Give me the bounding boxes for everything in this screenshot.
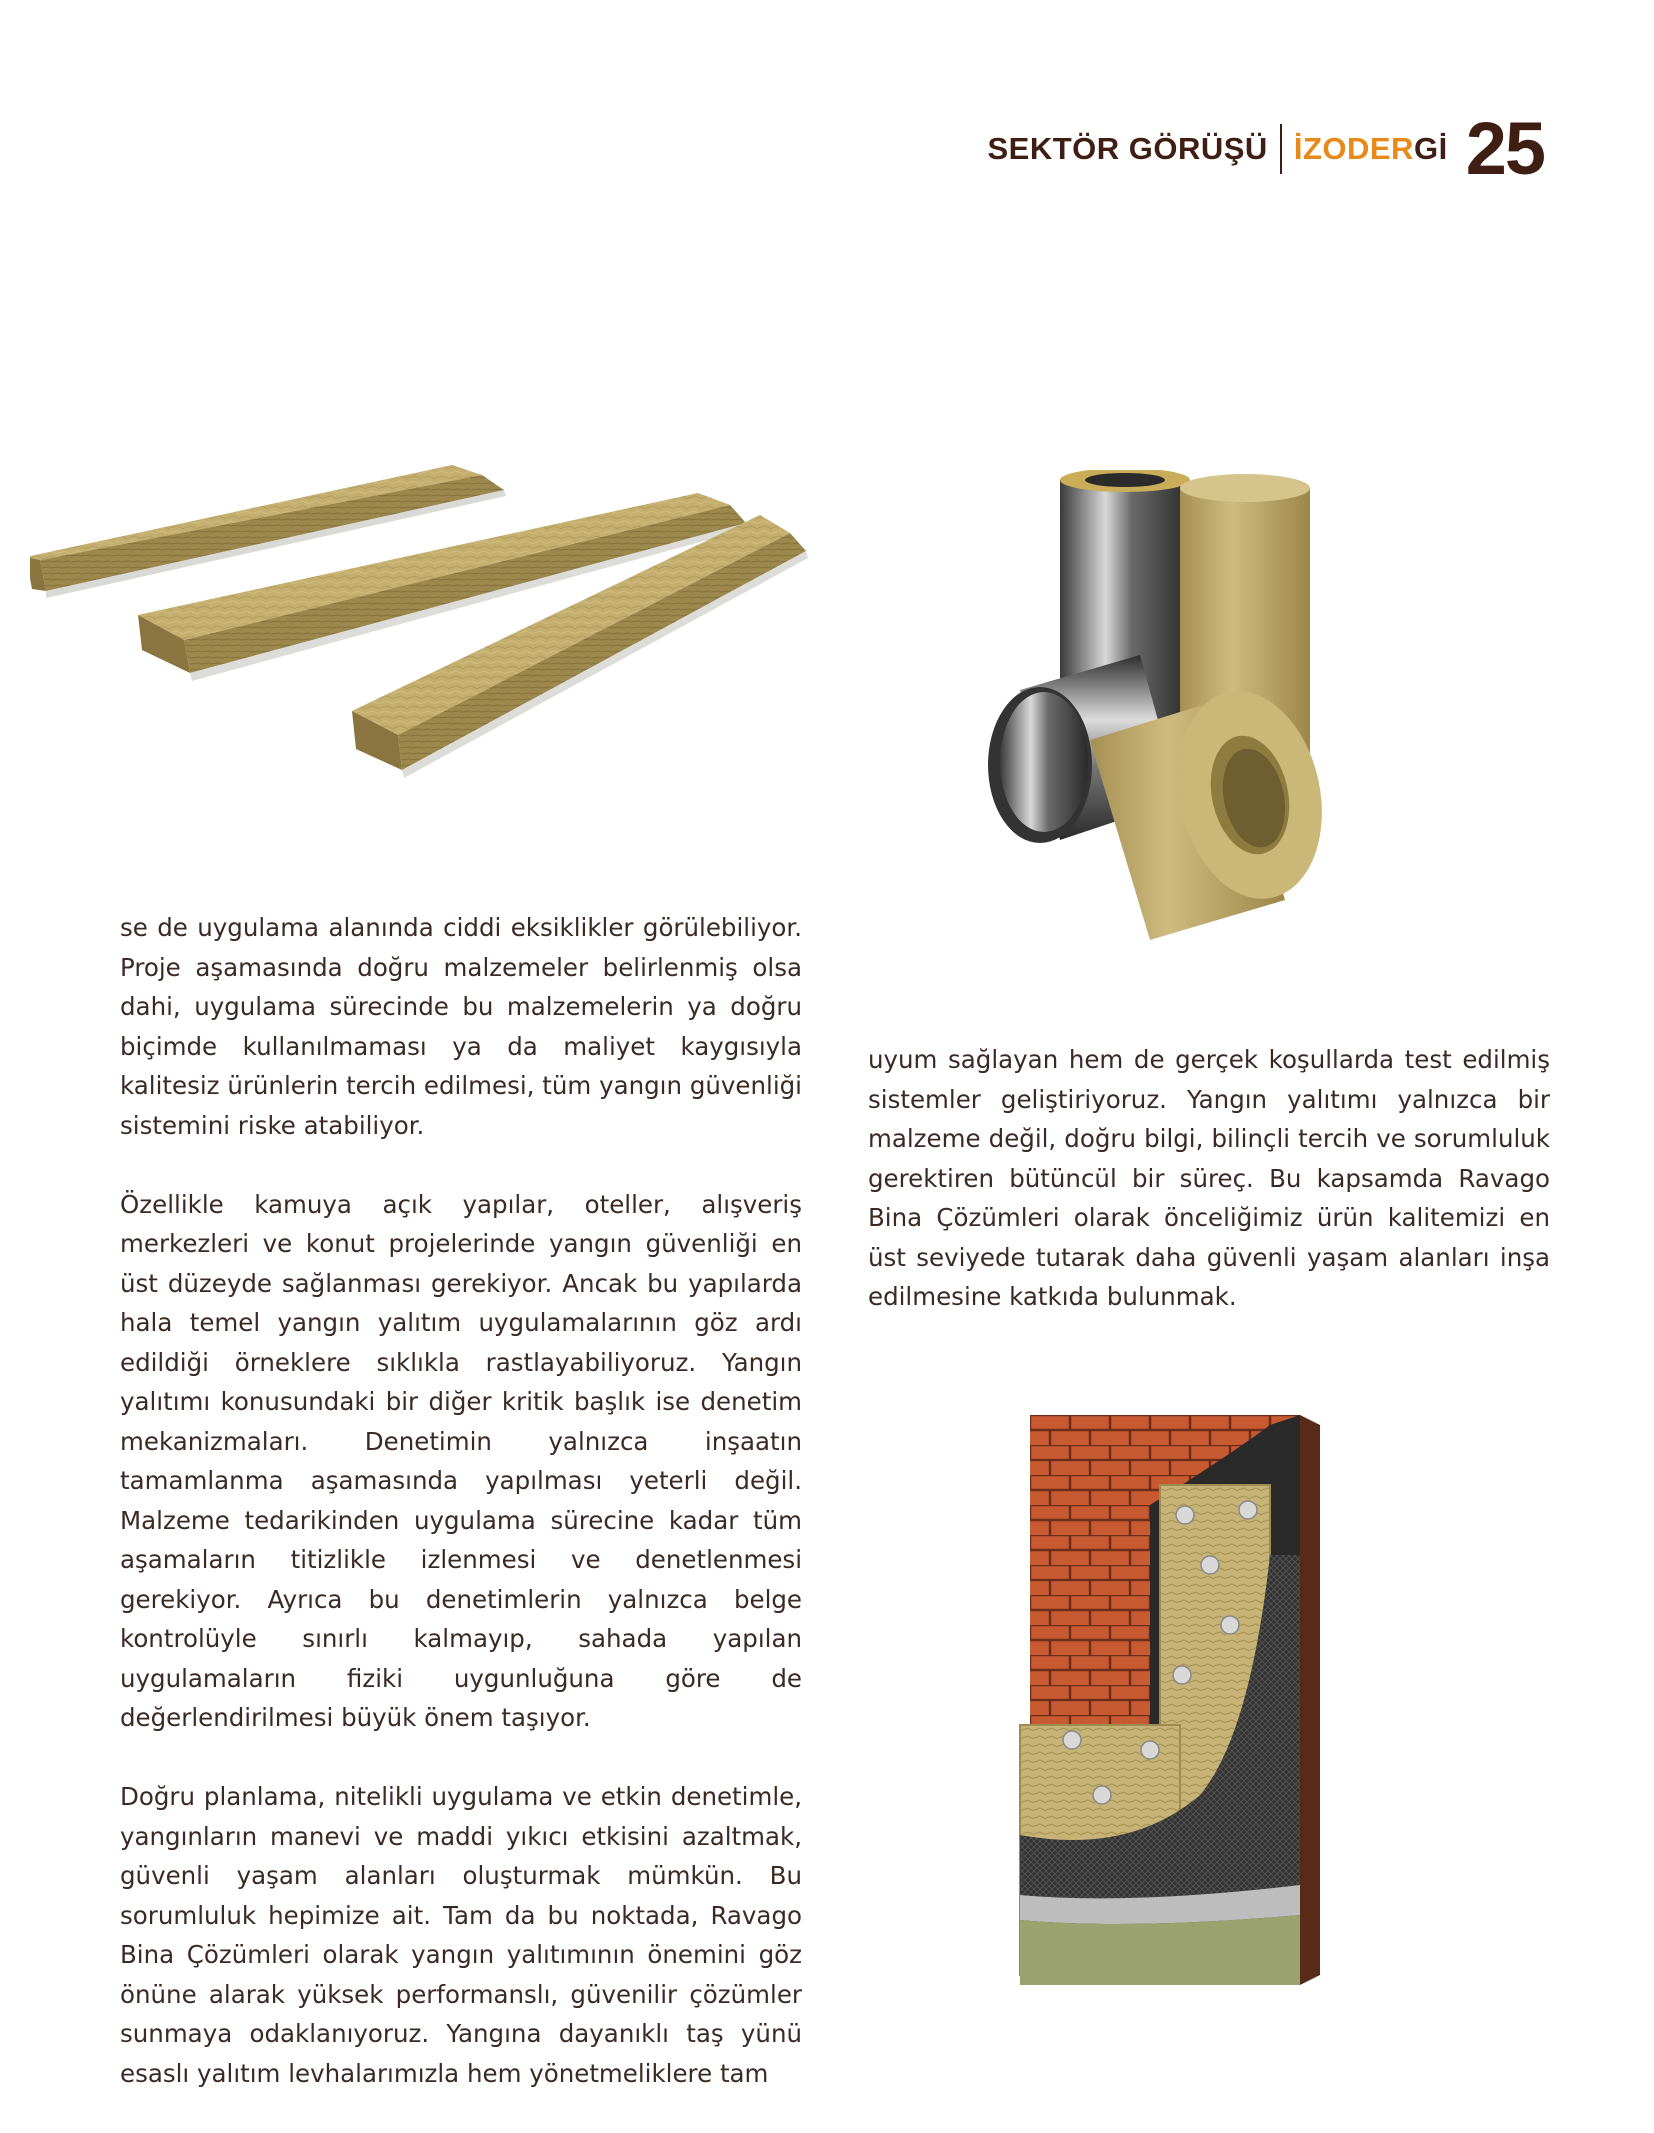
right-text-column	[868, 1040, 1550, 1356]
brand-part-2: Gİ	[1413, 131, 1448, 166]
page-number: 25	[1465, 107, 1544, 190]
paragraph: uyum sağlayan hem de gerçek koşullarda test edilmiş sistemler geliştiriyoruz. Yangın yalıtımı yalnızca bir malzeme değil, doğru bilgi, bilinçli tercih ve sorumluluk gerektiren bütüncül bir süreç. Bu kapsamda Ravago Bina Çözümleri olarak önceliğimiz ürün kalitemizi en üst seviyede tutarak daha güvenli yaşam alanları inşa edilmesine katkıda bulunmak.	[868, 1045, 1550, 1311]
mineral-wool-boards-icon	[30, 415, 830, 815]
pipe-insulation-icon	[910, 470, 1350, 950]
page-header	[987, 107, 1544, 190]
section-label: SEKTÖR GÖRÜŞÜ	[987, 131, 1268, 166]
wall-insulation-system-icon	[1010, 1415, 1340, 1985]
brand-part-1: İZODER	[1293, 131, 1414, 166]
header-divider	[1280, 124, 1282, 174]
magazine-brand	[1294, 131, 1448, 167]
left-text-column	[120, 908, 802, 2133]
paragraph: se de uygulama alanında ciddi eksiklikler görülebiliyor. Proje aşamasında doğru malzemeler belirlenmiş olsa dahi, uygulama sürecinde bu malzemelerin ya doğru biçimde kullanılmaması ya da maliyet kaygısıyla kalitesiz ürünlerin tercih edilmesi, tüm yangın güvenliği sistemini riske atabiliyor.	[120, 913, 802, 1140]
paragraph: Özellikle kamuya açık yapılar, oteller, alışveriş merkezleri ve konut projelerinde yangın güvenliği en üst düzeyde sağlanması gerekiyor. Ancak bu yapılarda hala temel yangın yalıtım uygulamalarının göz ardı edildiği örneklere sıklıkla rastlayabiliyoruz. Yangın yalıtımı konusundaki bir diğer kritik başlık ise denetim mekanizmaları. Denetimin yalnızca inşaatın tamamlanma aşamasında yapılması yeterli değil. Malzeme tedarikinden uygulama sürecine kadar tüm aşamaların titizlikle izlenmesi ve denetlenmesi gerekiyor. Ayrıca bu denetimlerin yalnızca belge kontrolüyle sınırlı kalmayıp, sahada yapılan uygulamaların fiziki uygunluğuna göre de değerlendirilmesi büyük önem taşıyor.	[120, 1189, 802, 1732]
paragraph: Doğru planlama, nitelikli uygulama ve etkin denetimle, yangınların manevi ve maddi yıkıcı etkisini azaltmak, güvenli yaşam alanları oluşturmak mümkün. Bu sorumluluk hepimize ait. Tam da bu noktada, Ravago Bina Çözümleri olarak yangın yalıtımının önemini göz önüne alarak yüksek performanslı, güvenilir çözümler sunmaya odaklanıyoruz. Yangına dayanıklı taş yünü esaslı yalıtım levhalarımızla hem yönetmeliklere tam	[120, 1782, 802, 2088]
